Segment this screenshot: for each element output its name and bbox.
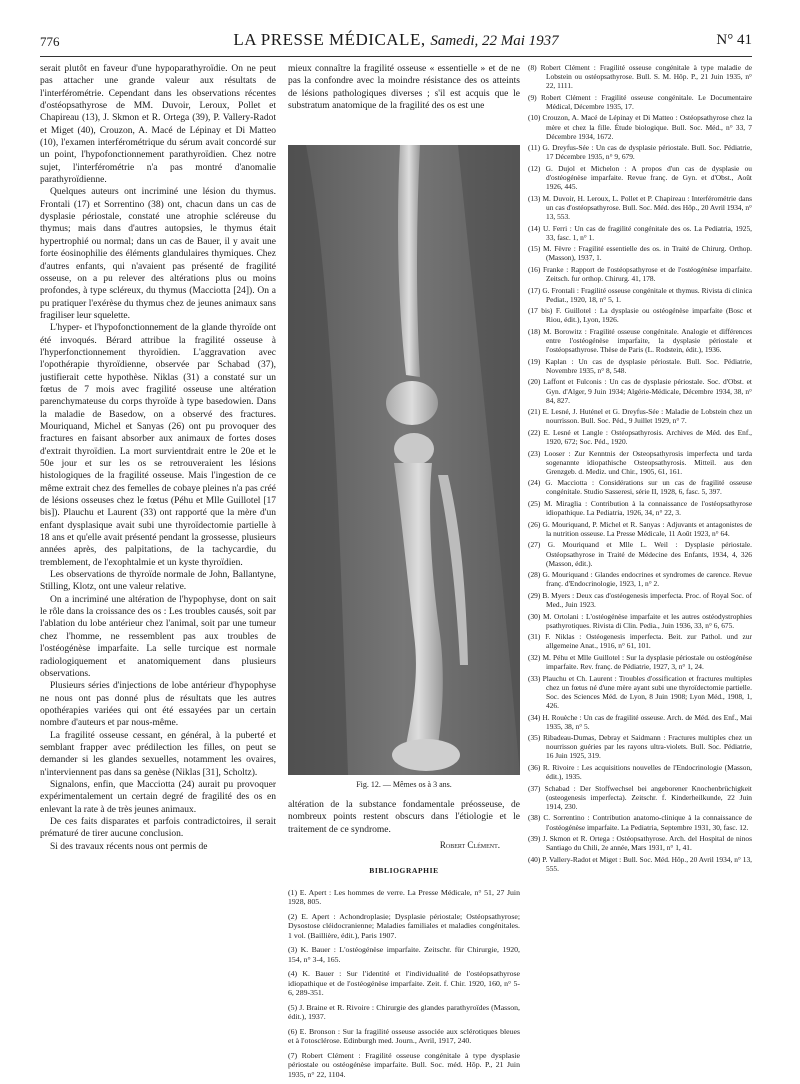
reference-item: (32) M. Péhu et Mlle Guillotel : Sur la dysplasie périostale ou ostéogénèse imparfaite. Rev. franç. de Pédiatrie, 1927, 3, n° 1, 24. <box>528 652 752 672</box>
page-header <box>40 30 752 52</box>
paragraph: On a incriminé une altération de l'hypophyse, dont on sait le rôle dans la croissance des os : Les troubles causés, soit par l'ablation du lobe antérieur chez l'animal, soit par une tumeur chez l'homme, ne ressemblent pas aux troubles de l'ostéogénèse imparfaite. La selle turcique est normale radiologiquement et anatomiquement dans plusieurs observations. <box>40 594 276 679</box>
reference-item: (19) Kaplan : Un cas de dysplasie périostale. Bull. Soc. Pédiatrie, Novembre 1935, n° 8, 548. <box>528 356 752 375</box>
reference-item: (8) Robert Clément : Fragilité osseuse congénitale à type maladie de Lobstein ou ostéopsathyrose. Bull. S. M. Hôp. P., 21 Juin 1935, n° 22, 1111. <box>528 63 752 91</box>
paragraph: Signalons, enfin, que Macciotta (24) aurait pu provoquer expérimentalement un certain degré de fragilité des os en enlevant la rate à de très jeunes animaux. <box>40 779 276 815</box>
column-right-bibliography <box>528 63 752 1073</box>
issue-date: Samedi, 22 Mai 1937 <box>430 33 559 49</box>
figure-caption: Fig. 12. — Mêmes os à 3 ans. <box>356 780 452 789</box>
reference-item: (29) B. Myers : Deux cas d'ostéogenesis imperfecta. Proc. of Royal Soc. of Med., Juin 1923. <box>528 590 752 609</box>
reference-item: (20) Laffont et Fulconis : Un cas de dysplasie périostale. Soc. d'Obst. et Gyn. d'Alger, 9 Juin 1934; Algérie-Médicale, Décembre 1934, 38, n° 84, 827. <box>528 377 752 405</box>
paragraph: L'hyper- et l'hypofonctionnement de la glande thyroïde ont été invoqués. Bérard attribue la fragilité osseuse à l'hyperfonctionnement thyroïdien. L'aggravation avec l'opothérapie thyroïdienne, observée par Schabad (37), justifierait cette hypothèse. Niklas (31) a constaté sur un fœtus de 7 mois avec fragilité osseuse une altération parenchymateuse du corps thyroïde à type basedowien. Dans la maladie de Basedow, on a observé des fractures. Mouriquand, Michel et Sanyas (26) ont pu provoquer des fractures en faisant absorber aux animaux de fortes doses d'extrait thyroïdien. La mort survientdrait entre le 20e et le 50e jour et sur les os se retrouveraient les lésions histologiques de la fragilité osseuse. Mais l'ingestion de ce même extrait chez des femelles de cobaye pleines n'a pas créé de lésions osseuses chez le fœtus (Péhu et Mlle Guillotel [17 bis]). Plauchu et Laurent (33) ont rapporté que la mère d'un enfant dysplasique avait subi une thyroïdectomie partielle à 18 ans et qu'elle avait présenté pendant la grossesse, plusieurs années après, des palpitations, de la tachycardie, du tremblement, de l'exophtalmie et un kyste thyroïdien. <box>40 323 276 568</box>
header-rule <box>40 56 752 57</box>
reference-item: (24) G. Macciotta : Considérations sur un cas de fragilité osseuse congénitale. Studio Sasseresi, série II, 1928, 6, fasc. 5, 397. <box>528 478 752 497</box>
paragraph: altération de la substance fondamentale préosseuse, de nombreux points restent obscurs dans l'étiologie et le traitement de ce syndrome. <box>288 800 520 835</box>
paragraph: serait plutôt en faveur d'une hypoparathyroïdie. On ne peut pas attacher une grande valeur aux résultats de l'interférométrie. Cependant dans les observations récentes d'ostéopsathyrose de MM. Duvoir, Leroux, Pollet et Chapireau (13), J. Skmon et R. Ortega (39), P. Vallery-Radot et Miget (40), Crouzon, A. Macé de Lépinay et Di Matteo (10), l'examen interférométrique du sérum avait concordé sur un point, l'hypofonctionnement parathyroïdien. Chez notre sujet, l'interférométrie n'a pas montré d'anomalie parathyroïdienne. <box>40 64 276 186</box>
journal-title: LA PRESSE MÉDICALE, <box>233 30 426 49</box>
reference-item: (18) M. Borowitz : Fragilité osseuse congénitale. Analogie et différences entre l'ostéogénèse imparfaite, la dysplasie périostale et l'ostéopsathyrose. Thèse de Paris (L. Rodstein, édit.), 1936. <box>528 326 752 355</box>
reference-item: (7) Robert Clément : Fragilité osseuse congénitale à type dysplasie périostale ou ostéogénèse imparfaite. Bull. Soc. méd. Hôp. P., 21 Juin 1935, n° 22, 1104. <box>288 1050 520 1079</box>
reference-item: (2) E. Apert : Achondroplasie; Dysplasie périostale; Ostéopsathyrose; Dysostose cléidocranienne; Maladies familiales et maladies congénitales. 1 vol. (Baillière, édit.), Paris 1907. <box>288 911 520 940</box>
reference-item: (23) Looser : Zur Kenntnis der Osteopsathyrosis imperfecta und tarda sogenannte idiopathische Osteopsathyrosis. Mitteil. aus den Grenzgeb. d. Mediz. und Chir., 1905, 61, 161. <box>528 448 752 476</box>
reference-item: (38) C. Sorrentino : Contribution anatomo-clinique à la connaissance de l'ostéogénèse imparfaite. La Pediatria, Septembre 1931, 30, fasc. 12. <box>528 813 752 832</box>
paragraph: La fragilité osseuse cessant, en général, à la puberté et semblant frapper avec prédilection les filles, on peut se demander si les glandes sexuelles, notamment les ovaires, n'interviennent pas dans sa genèse (Niklas [31], Scholtz). <box>40 730 276 778</box>
reference-item: (15) M. Fèvre : Fragilité essentielle des os. in Traité de Chirurg. Orthop. (Masson), 1937, 1. <box>528 244 752 263</box>
reference-item: (14) U. Ferri : Un cas de fragilité congénitale des os. La Pediatria, 1925, 33, fasc. 1, n° 1. <box>528 223 752 242</box>
page-number: 776 <box>40 34 60 49</box>
bibliography-title: BIBLIOGRAPHIE <box>369 866 439 876</box>
reference-item: (17 bis) F. Guillotel : La dysplasie ou ostéogénèse imparfaite (Bosc et Riou, édit.), Lyon, 1926. <box>528 306 752 325</box>
column-middle-bottom <box>288 799 520 1084</box>
bibliography-list <box>288 888 520 1080</box>
reference-item: (21) E. Lesné, J. Huténel et G. Dreyfus-Sée : Maladie de Lobstein chez un nourrisson. Bull. Soc. Péd., 9 Juillet 1929, n° 7. <box>528 407 752 426</box>
reference-item: (22) E. Lesné et Langle : Ostéopsathyrosis. Archives de Méd. des Enf., 1920, 672; Soc. Péd., 1920. <box>528 427 752 446</box>
reference-item: (5) J. Braine et R. Rivoire : Chirurgie des glandes parathyroïdes (Masson, édit.), 1937. <box>288 1002 520 1022</box>
column-left <box>40 63 276 1073</box>
paragraph: mieux connaître la fragilité osseuse « essentielle » et de ne pas la confondre avec la moindre résistance des os atteints de lésions pathologiques diverses ; s'il est acquis que le substratum anatomique de la fragilité des os est une <box>288 64 520 112</box>
reference-item: (30) M. Ortolani : L'ostéogénèse imparfaite et les autres ostéodystrophies psathyrotiques. Rivista di Clin. Pedia., Juin 1936, 33, n° 6, 675. <box>528 611 752 630</box>
author-signature: Robert Clément. <box>439 840 500 851</box>
paragraph: Les observations de thyroïde normale de John, Ballantyne, Stilling, Klotz, ont une valeur relative. <box>40 570 276 593</box>
reference-item: (17) G. Frontali : Fragilité osseuse congénitale et thymus. Rivista di clinica Pediat., 1920, 18, n° 5, 1. <box>528 285 752 304</box>
reference-item: (35) Ribadeau-Dumas, Debray et Saidmann : Fractures multiples chez un nourrisson guéries par les rayons ultra-violets. Bull. Soc. Pédiatrie, 16 Juin 1925, 319. <box>528 733 752 761</box>
reference-item: (26) G. Mouriquand, P. Michel et R. Sanyas : Adjuvants et antagonistes de la nutrition osseuse. La Presse Médicale, 11 Août 1923, n° 64. <box>528 519 752 538</box>
reference-item: (16) Franke : Rapport de l'ostéopsathyrose et de l'ostéogénèse imparfaite. Zeitsch. fur orthop. Chirurg. 41, 178. <box>528 264 752 283</box>
reference-item: (40) P. Vallery-Radot et Miget : Bull. Soc. Méd. Hôp., 20 Avril 1934, n° 13, 555. <box>528 854 752 873</box>
reference-item: (1) E. Apert : Les hommes de verre. La Presse Médicale, n° 51, 27 Juin 1928, 805. <box>288 887 520 907</box>
reference-item: (27) G. Mouriquand et Mlle L. Weil : Dysplasie périostale. Ostéopsathyrose in Traité de Médecine des Enfants, 1934, 4, 326 (Masson, édit.). <box>528 540 752 568</box>
reference-item: (31) F. Niklas : Ostéogenesis imperfecta. Beit. zur Pathol. und zur allgemeine Anat., 1916, n° 61, 101. <box>528 632 752 651</box>
reference-item: (28) G. Mouriquand : Glandes endocrines et syndromes de carence. Revue franç. d'Endocrinologie, 1923, 1, n° 2. <box>528 570 752 589</box>
reference-item: (25) M. Miraglia : Contribution à la connaissance de l'ostéopsathyrose idiopathique. La Pediatria, 1926, 34, n° 22, 3. <box>528 499 752 518</box>
paragraph: Plusieurs séries d'injections de lobe antérieur d'hypophyse ne nous ont pas donné plus de résultats que les autres opothérapies variées qui ont été essayées par un certain nombre d'auteurs et par nous-même. <box>40 681 276 729</box>
paragraph: Quelques auteurs ont incriminé une lésion du thymus. Frontali (17) et Sorrentino (38) ont, chacun dans un cas de dysplasie périostale, constaté une atrophie scléreuse du thymus; mais dans d'autres autopsies, le thymus était hypertrophié ou normal; dans un cas de Bauer, il y avait une forte éosinophilie des éléments glandulaires thymiques. Chez d'autres enfants, qui n'avaient pas présenté de fragilité osseuse, on a pu relever des altérations plus ou moins profondes, à type scléreux, du thymus (Macciotta [24]). On a pu pratiquer l'exérèse du thymus chez de jeunes animaux sans fragiliser leur squelette. <box>40 187 276 321</box>
reference-item: (11) G. Dreyfus-Sée : Un cas de dysplasie périostale. Bull. Soc. Pédiatrie, 17 Décembre 1935, n° 9, 679. <box>528 143 752 162</box>
reference-item: (37) Schabad : Der Stoffwechsel bei angeborener Knochenbrüchigkeit (osteogenesis imperfecta). Zeitschr. f. Kinderheilkunde, 22 Juin 1914, 230. <box>528 783 752 811</box>
reference-item: (3) K. Bauer : L'ostéogénèse imparfaite. Zeitschr. für Chirurgie, 1920, 154, n° 3-4, 165. <box>288 945 520 964</box>
reference-item: (12) G. Dujol et Michelon : A propos d'un cas de dysplasie ou d'ostéogénèse imparfaite. Revue franç. de Gyn. et d'Obst., Août 1926, 445. <box>528 163 752 192</box>
reference-item: (9) Robert Clément : Fragilité osseuse congénitale. Le Documentaire Médical, Décembre 1935, 17. <box>528 92 752 111</box>
xray-image <box>288 145 520 775</box>
reference-item: (39) J. Skmon et R. Ortega : Ostéopsathyrose. Arch. del Hospital de ninos Santiago du Chili, 2e année, Mars 1931, n° 1, 41. <box>528 834 752 853</box>
reference-item: (33) Plauchu et Ch. Laurent : Troubles d'ossification et fractures multiples chez un fœtus né d'une mère ayant subi une thyroïdectomie partielle. Soc. des Sciences Méd. de Lyon, 8 Juin 1908; Lyon Méd., 1908, 1, 426. <box>528 673 752 710</box>
issue-number: N° 41 <box>716 32 752 48</box>
xray-figure <box>288 145 520 775</box>
reference-item: (13) M. Duvoir, H. Leroux, L. Pollet et P. Chapireau : Interférométrie dans un cas d'ostéopsathyrose. Bull. Soc. Méd. des Hôp., 20 Avril 1934, n° 13, 553. <box>528 193 752 221</box>
reference-item: (6) E. Bronson : Sur la fragilité osseuse associée aux sclérotiques bleues et à l'otosclérose. Edinburgh med. Journ., Avril, 1917, 240. <box>288 1026 520 1046</box>
reference-item: (36) R. Rivoire : Les acquisitions nouvelles de l'Endocrinologie (Masson, édit.), 1935. <box>528 762 752 782</box>
reference-item: (10) Crouzon, A. Macé de Lépinay et Di Matteo : Ostéopsathyrose chez la mère et chez la fille. Étude biologique. Bull. Soc. Méd., n° 33, 7 Décembre 1934, 1672. <box>528 113 752 141</box>
journal-title-line <box>40 30 752 50</box>
paragraph: De ces faits disparates et parfois contradictoires, il serait prématuré de tirer aucune conclusion. <box>40 816 276 840</box>
reference-item: (34) H. Rouèche : Un cas de fragilité osseuse. Arch. de Méd. des Enf., Mai 1935, 38, n° 5. <box>528 712 752 731</box>
column-middle-top <box>288 63 520 112</box>
paragraph: Si des travaux récents nous ont permis de <box>50 841 208 852</box>
reference-item: (4) K. Bauer : Sur l'identité et l'individualité de l'ostéopsathyrose idiopathique et de l'ostéogénèse imparfaite. Zeit. f. Chir. 1920, 160, n° 5-6, 289-351. <box>288 969 520 998</box>
